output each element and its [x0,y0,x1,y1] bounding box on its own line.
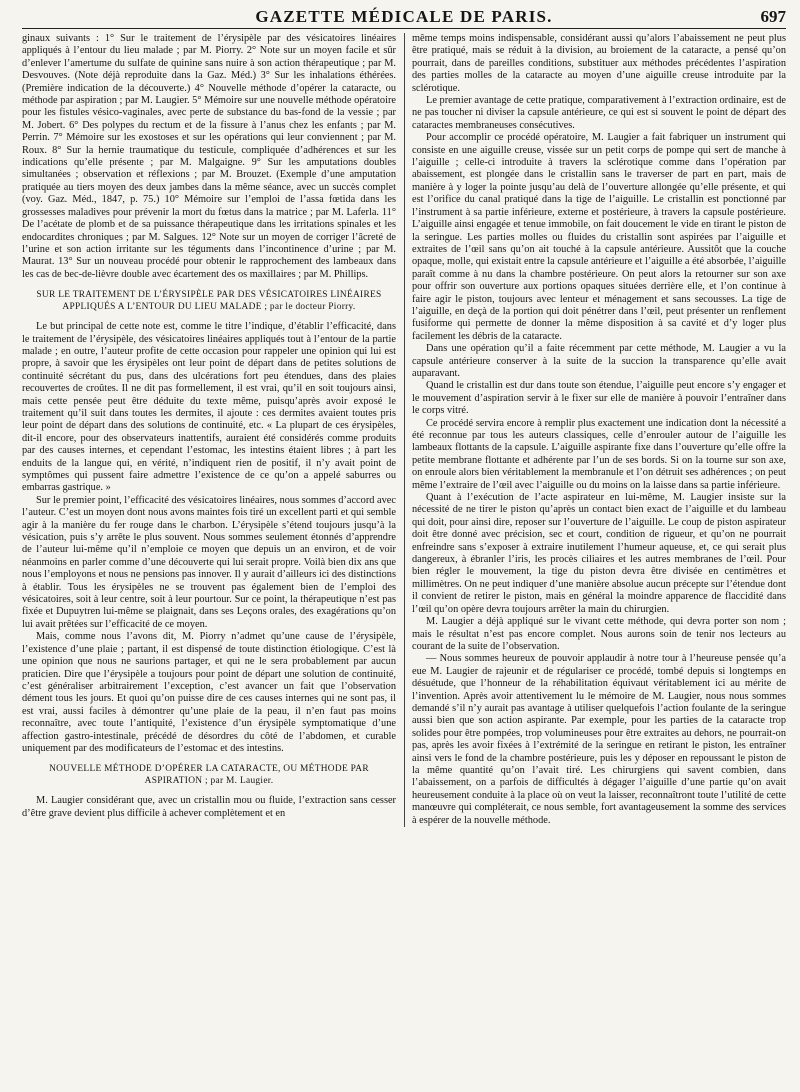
right-column [412,33,786,827]
paragraph: M. Laugier a déjà appliqué sur le vivant cette méthode, qui devra porter son nom ; mais le résultat n’est pas encore complet. Nous aurons soin de tenir nos lecteurs au courant de la suite de l’observation. [412,616,786,652]
left-column [22,33,396,827]
page-number: 697 [760,7,786,26]
paragraph: Pour accomplir ce procédé opératoire, M. Laugier a fait fabriquer un instrument qui consiste en une aiguille creuse, vissée sur un petit corps de pompe qui sert de manche à l’aiguille ; celle-ci introduite à travers la sclérotique comme dans l’opération par abaissement, est plongée dans le cristallin sans le traverser de part en part, mais de manière à y loger la pointe jusqu’au delà de l’ouverture allongée qu’elle présente, et qui est l’orifice du canal pratiqué dans la tige de l’aiguille. Le cristallin est ponctionné par l’instrument à sa partie inférieure, externe et postérieure, à travers la capsule postérieure. L’aiguille ainsi engagée et tenue immobile, on fait doucement le vide en tirant le piston de la seringue. Les parties molles ou fluides du cristallin sont aspirées par l’aiguille et extraites de l’œil sans qu’on ait touché à la capsule antérieure. Aussitôt que la couche opaque, molle, qui existait entre la capsule antérieure et l’aiguille a été absorbée, l’aiguille paraît comme à nu dans la chambre postérieure. On peut alors la retourner sur son axe pour offrir son ouverture aux portions opaques situées derrière elle, et l’on continue à faire agir le piston, toujours avec lenteur et ménagement et sans secousses. La tige de l’aiguille, en deçà de la portion qui doit pénétrer dans l’œil, peut présenter un renflement fusiforme qui permette de donner la même disposition à sa cavité et d’y loger plus facilement les débris de la cataracte. [412,132,786,342]
paragraph: Quant à l’exécution de l’acte aspirateur en lui-même, M. Laugier insiste sur la nécessité de ne tirer le piston qu’après un contact bien exact de l’aiguille et du lambeau qui doit, pour ainsi dire, reposer sur l’ouverture de l’aiguille. Le coup de piston aspirateur doit être donné avec précision, sec et court, condition de rigueur, et qu’on ne pourrait enfreindre sans s’exposer à extraire inutilement l’humeur aqueuse, et, ce qui serait plus dangereux, à ébranler l’iris, les procès ciliaires et les autres membranes de l’œil. Pour bien régler le mouvement, la tige du piston devra être divisée en centimètres et millimètres. On ne peut indiquer d’une manière absolue aucun précepte sur l’étendue dont il convient de retirer le piston, mais en général la moindre apparence de flaccidité dans l’œil qu’on opère devra toujours arrêter la main du chirurgien. [412,492,786,615]
column-divider [404,33,405,827]
running-title: GAZETTE MÉDICALE DE PARIS. [255,7,553,26]
two-column-body [22,33,786,827]
paragraph: M. Laugier considérant que, avec un cristallin mou ou fluide, l’extraction sans cesser d’être grave devient plus difficile à achever complètement et en [22,795,396,819]
paragraph: même temps moins indispensable, considérant aussi qu’alors l’abaissement ne peut plus être pratiqué, mais se réduit à la division, au broiement de la cataracte, a pensé qu’on pourrait, dans de pareilles conditions, substituer aux méthodes précédentes l’aspiration des parties molles de la cataracte au moyen d’une aiguille creuse introduite par la sclérotique. [412,33,786,94]
paragraph: Le but principal de cette note est, comme le titre l’indique, d’établir l’efficacité, dans le traitement de l’érysipèle, des vésicatoires linéaires appliqués tout à l’entour de la partie malade ; en outre, l’auteur profite de cette occasion pour rappeler une opinion qui lui est propre, à savoir que les érysipèles ont leur point de départ dans de petites solutions de continuité sécrétant du pus, dans des ulcérations fort peu étendues, dans des plaies recouvertes de croûtes. Il ne dit pas formellement, il est vrai, qu’il en soit toujours ainsi, mais cette pensée peut être déduite du texte même, puisqu’après avoir exposé le traitement qu’il suit dans toutes les dermites, il ajoute : ces dermites avaient toutes pris leur point de départ dans des solutions de continuité, etc. « La plupart de ces érysipèles, dit-il encore, pour des observateurs inattentifs, auraient été considérés comme produits par des causes internes, et cependant l’estomac, les intestins étaient libres ; à part les enduits de la langue qui, en vérité, n’indiquent rien de positif, il n’y avait point de symptômes qui pussent faire admettre l’existence de ce qu’on a appelé saburres ou embarras gastrique. » [22,321,396,494]
paragraph: — Nous sommes heureux de pouvoir applaudir à notre tour à l’heureuse pensée qu’a eue M. Laugier de rajeunir et de régulariser ce procédé, tombé depuis si longtemps en désuétude, que l’honneur de la réhabilitation équivaut véritablement ici au mérite de l’invention. Après avoir attentivement lu le mémoire de M. Laugier, nous nous sommes demandé s’il n’y aurait pas avantage à utiliser quelquefois l’action foulante de la seringue aussi bien que son action aspirante. Par exemple, pour les parties de la cataracte trop solides pour être pompées, trop volumineuses pour être extraites au dehors, ne pourrait-on pas, après les avoir fixées à l’extrémité de la seringue en retirant le piston, les entraîner ainsi vers le fond de la chambre postérieure, puis les y déposer en repoussant le piston de la même quantité qu’on l’avait tiré. Les chirurgiens qui savent combien, dans l’abaissement, on a parfois de difficultés à dégager l’aiguille d’une partie qu’on avait heureusement conduite à la place où on veut la laisser, reconnaîtront toute l’utilité de cette manœuvre qui compléterait, ce nous semble, fort avantageusement la somme des services à espérer de la nouvelle méthode. [412,653,786,826]
paragraph: Dans une opération qu’il a faite récemment par cette méthode, M. Laugier a vu la capsule antérieure conserver à la suite de la succion la transparence qu’elle avait auparavant. [412,343,786,379]
paragraph: Le premier avantage de cette pratique, comparativement à l’extraction ordinaire, est de ne pas toucher ni diviser la capsule antérieure, ce qui est si souvent le point de départ des cataractes membraneuses consécutives. [412,95,786,131]
paragraph: Sur le premier point, l’efficacité des vésicatoires linéaires, nous sommes d’accord avec l’auteur. C’est un moyen dont nous avons maintes fois tiré un excellent parti et qui semble agir à la manière du fer rouge dans le charbon. L’érysipèle s’étend toujours jusqu’à la vésication, puis s’y arrête le plus souvent. Nous sommes seulement étonnés d’apprendre de l’auteur lui-même qu’il n’emploie ce moyen que depuis un an environ, et de voir néanmoins en parler comme d’une découverte qui lui serait propre. Voilà bien dix ans que nous l’employons et nous ne pensions pas innover. Il y aurait d’ailleurs ici des distinctions à établir. Tous les érysipèles ne se trouvent pas également bien de l’emploi des vésicatoires, soit à leur centre, soit à leur pourtour. Sur ce point, la thérapeutique n’est pas fixée et Dupuytren lui-même se plaignait, dans ses Leçons orales, des exagérations qu’on lui avait prêtées sur l’efficacité de ce moyen. [22,494,396,630]
list-of-communications: ginaux suivants : 1° Sur le traitement de l’érysipèle par des vésicatoires linéaires appliqués à l’entour du lieu malade ; par M. Piorry. 2° Note sur un moyen facile et sûr d’enlever l’amertume du sulfate de quinine sans nuire à son action thérapeutique ; par M. Desvouves. (Note déjà reproduite dans la Gaz. Méd.) 3° Sur les inhalations éthérées. (Première indication de la découverte.) 4° Nouvelle méthode d’opérer la cataracte, ou méthode par aspiration ; par M. Laugier. 5° Mémoire sur une nouvelle méthode opératoire pour les fistules vésico-vaginales, avec perte de substance du bas-fond de la vessie ; par M. Jobert. 6° Des polypes du rectum et de la fissure à l’anus chez les enfants ; par M. Perrin. 7° Mémoire sur les exostoses et sur les opérations qui leur conviennent ; par M. Roux. 8° Sur la hernie traumatique du testicule, compliquée d’adhérences et sur les indications qu’elle présente ; par M. Malgaigne. 9° Sur les amputations doubles simultanées ; observation et réflexions ; par M. Brouzet. (Exemple d’une amputation pratiquée au tiers moyen des deux jambes dans la même séance, avec un succès complet (voy. Gaz. Méd., 1847, p. 75.) 10° Mémoire sur l’emploi de l’assa fœtida dans les grossesses maladives pour prévenir la mort du fœtus dans la matrice ; par M. Laferla. 11° De l’acétate de plomb et de sa puissance thérapeutique dans les irritations spinales et les endocardites chroniques ; par M. Salgues. 12° Note sur un moyen de corriger l’âcreté de l’urine et son action irritante sur les téguments dans l’incontinence d’urine ; par M. Maurat. 13° Sur un nouveau procédé pour obtenir le rapprochement des lambeaux dans les cas de bec-de-lièvre double avec écartement des os maxillaires ; par M. Phillips. [22,33,396,280]
paragraph: Ce procédé servira encore à remplir plus exactement une indication dont la nécessité a été reconnue par tous les auteurs classiques, celle d’enrouler autour de l’aiguille les lambeaux flottants de la capsule. L’aiguille aspirante fixe dans l’ouverture qu’elle offre la petite membrane flottante et adhérente par l’un de ses bords. Si on la tourne sur son axe, on enroule alors bien véritablement la membranule et l’on détruit ses adhérences ; on peut même l’extraire de l’œil avec l’aiguille ou du moins on la laisse dans sa partie inférieure. [412,417,786,491]
paragraph: Quand le cristallin est dur dans toute son étendue, l’aiguille peut encore s’y engager et le mouvement d’aspiration servir à le fixer sur elle de manière à pouvoir l’entraîner dans le corps vitré. [412,380,786,417]
section-heading-cataracte: NOUVELLE MÉTHODE D’OPÉRER LA CATARACTE, OU MÉTHODE PAR ASPIRATION ; par M. Laugier. [49,764,369,787]
section-heading-erysipele: SUR LE TRAITEMENT DE L’ÉRYSIPÈLE PAR DES VÉSICATOIRES LINÉAIRES APPLIQUÉS A L’ENTOUR DU LIEU MALADE ; par le docteur Piorry. [36,290,382,313]
page-header [22,6,786,29]
paragraph: Mais, comme nous l’avons dit, M. Piorry n’admet qu’une cause de l’érysipèle, l’existence d’une plaie ; partant, il est dispensé de toute distinction étiologique. C’est là une opinion que nous ne saurions partager, et qui ne le sera probablement par aucun praticien. Dire que l’érysipèle a toujours pour point de départ une solution de continuité, c’est généraliser arbitrairement l’exception, c’est avancer un fait que l’observation dément tous les jours. Et quoi qu’on puisse dire de ces causes internes qui ne sont pas, il est vrai, aussi faciles à démontrer qu’une plaie de la peau, il n’en faut pas moins reconnaître, avec toute l’antiquité, l’existence d’un érysipèle symptomatique d’une affection gastro-intestinale, précédé de désordres du côté de l’abdomen, et curable uniquement par des modificateurs de l’estomac et des intestins. [22,631,396,754]
